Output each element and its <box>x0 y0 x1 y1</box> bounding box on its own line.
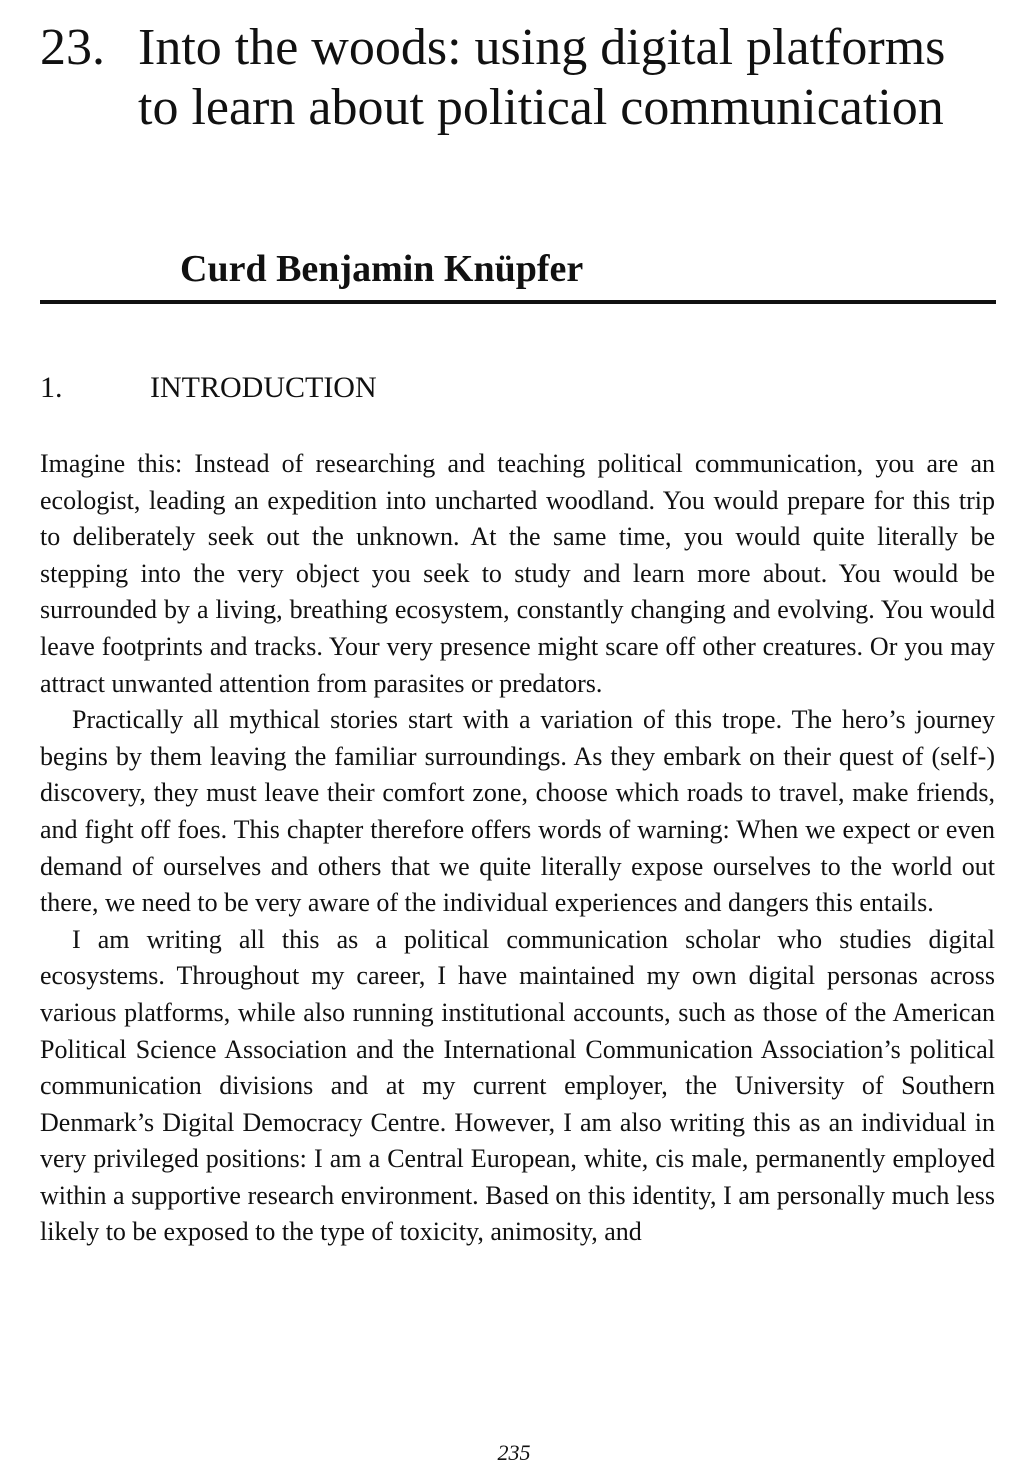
header-rule <box>40 300 996 304</box>
page-number: 235 <box>497 1440 531 1465</box>
paragraph: Imagine this: Instead of researching and teaching political communication, you are an ecologist, leading an expedition into uncharted woodland. You would prepare for this trip to deliberately seek out the unknown. At the same time, you would quite literally be stepping into the very object you seek to study and learn more about. You would be surrounded by a living, breathing ecosystem, constantly changing and evolving. You would leave footprints and tracks. Your very presence might scare off other creatures. Or you may attract unwanted attention from parasites or predators. <box>40 449 995 698</box>
section-title: INTRODUCTION <box>150 371 377 404</box>
body-text <box>40 446 995 1251</box>
paragraph: I am writing all this as a political communication scholar who studies digital ecosystems. Throughout my career, I have maintained my own digital personas across various platforms, while also running institutional accounts, such as those of the American Political Science Association and the International Communication Association’s political communication divisions and at my current employer, the University of Southern Denmark’s Digital Democracy Centre. However, I am also writing this as an individual in very privileged positions: I am a Central European, white, cis male, permanently employed within a supportive research environment. Based on this identity, I am personally much less likely to be exposed to the type of toxicity, animosity, and <box>40 924 995 1247</box>
paragraph: Practically all mythical stories start with a variation of this trope. The hero’s journey begins by them leaving the familiar surroundings. As they embark on their quest of (self-) discovery, they must leave their comfort zone, choose which roads to travel, make friends, and fight off foes. This chapter therefore offers words of warning: When we expect or even demand of ourselves and others that we quite literally expose ourselves to the world out there, we need to be very aware of the individual experiences and dangers this entails. <box>40 705 995 918</box>
chapter-number: 23. <box>40 19 105 76</box>
chapter-author: Curd Benjamin Knüpfer <box>180 248 584 290</box>
chapter-title: Into the woods: using digital platforms to learn about political communication <box>138 19 946 136</box>
section-number: 1. <box>40 371 63 404</box>
